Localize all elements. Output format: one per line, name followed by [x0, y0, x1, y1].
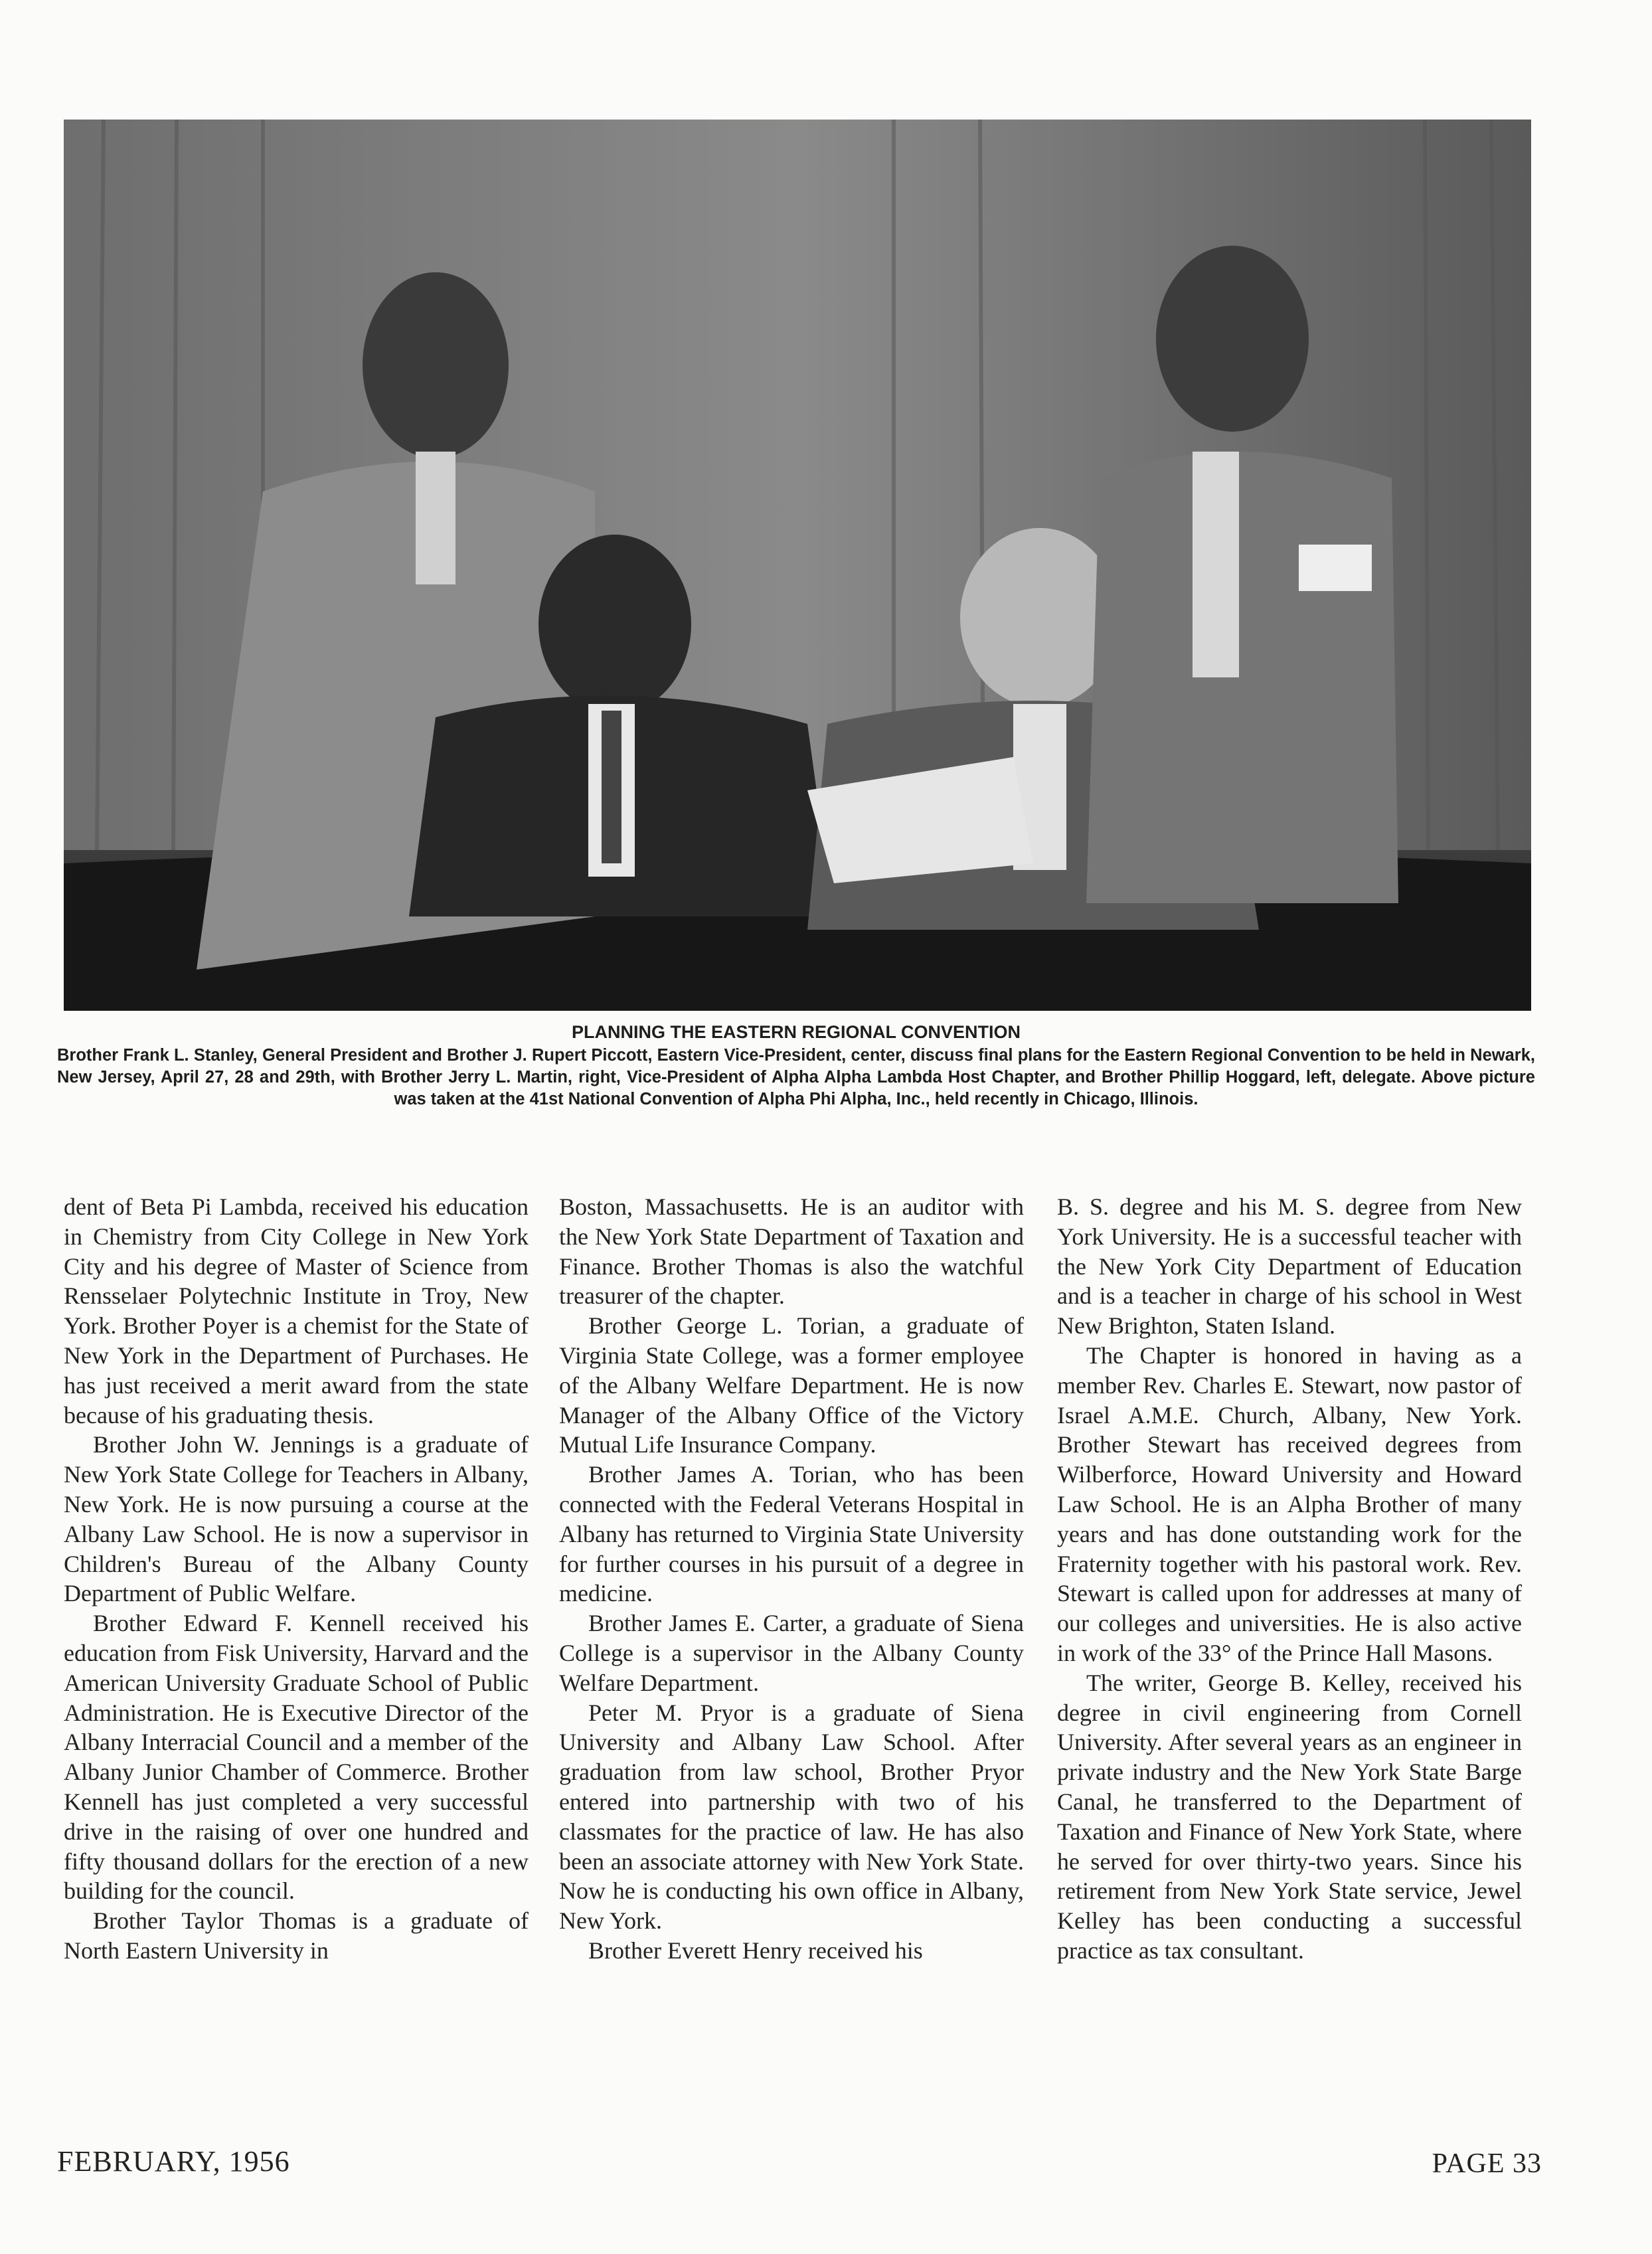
issue-date: FEBRUARY, 1956 [57, 2145, 290, 2178]
caption-title: PLANNING THE EASTERN REGIONAL CONVENTION [571, 1022, 1021, 1042]
article-column-1 [64, 1192, 529, 1966]
paragraph: Brother Taylor Thomas is a graduate of North Eastern University in [64, 1907, 529, 1964]
convention-photo [64, 120, 1531, 1011]
paragraph: Brother James A. Torian, who has been connected with the Federal Veterans Hospital in Albany has returned to Virginia State University for further courses in his pursuit of a degree in medicine. [559, 1461, 1024, 1607]
paragraph: Peter M. Pryor is a graduate of Siena University and Albany Law School. After graduation from law school, Brother Pryor entered into partnership with two of his classmates for the practice of law. He has also been an associate attorney with New York State. Now he is conducting his own office in Albany, New York. [559, 1699, 1024, 1935]
paragraph: The Chapter is honored in having as a member Rev. Charles E. Stewart, now pastor of Israel A.M.E. Church, Albany, New York. Brother Stewart has received degrees from Wilberforce, Howard University and Howard Law School. He is an Alpha Brother of many years and has done outstanding work for the Fraternity together with his pastoral work. Rev. Stewart is called upon for addresses at many of our colleges and universities. He is also active in work of the 33° of the Prince Hall Masons. [1057, 1342, 1522, 1666]
paragraph: The writer, George B. Kelley, received his degree in civil engineering from Cornell University. After several years as an engineer in private industry and the New York State Barge Canal, he transferred to the Department of Taxation and Finance of New York State, where he served for over thirty-two years. Since his retirement from New York State service, Jewel Kelley has been conducting a successful practice as tax consultant. [1057, 1669, 1522, 1964]
page-number: PAGE 33 [1432, 2148, 1542, 2179]
paragraph: Brother John W. Jennings is a graduate of New York State College for Teachers in Albany, New York. He is now pursuing a course at the Albany Law School. He is now a supervisor in Children's Bureau of the Albany County Department of Public Welfare. [64, 1431, 529, 1607]
paragraph: Brother George L. Torian, a graduate of Virginia State College, was a former employee of the Albany Welfare Department. He is now Manager of the Albany Office of the Victory Mutual Life Insurance Company. [559, 1312, 1024, 1458]
paragraph: B. S. degree and his M. S. degree from New York University. He is a successful teacher with the New York City Department of Education and is a teacher in charge of his school in West New Brighton, Staten Island. [1057, 1193, 1522, 1340]
caption-body: Brother Frank L. Stanley, General President and Brother J. Rupert Piccott, Eastern Vice-President, center, discuss final plans for the Eastern Regional Convention to be held in Newark, New Jersey, April 27, 28 and 29th, with Brother Jerry L. Martin, right, Vice-President of Alpha Alpha Lambda Host Chapter, and Brother Phillip Hoggard, left, delegate. Above picture was taken at the 41st National Convention of Alpha Phi Alpha, Inc., held recently in Chicago, Illinois. [57, 1046, 1535, 1108]
paragraph: dent of Beta Pi Lambda, received his education in Chemistry from City College in New York City and his degree of Master of Science from Rensselaer Polytechnic Institute in Troy, New York. Brother Poyer is a chemist for the State of New York in the Department of Purchases. He has just received a merit award from the state because of his graduating thesis. [64, 1193, 529, 1429]
paragraph: Brother Edward F. Kennell received his education from Fisk University, Harvard and the American University Graduate School of Public Administration. He is Executive Director of the Albany Interracial Council and a member of the Albany Junior Chamber of Commerce. Brother Kennell has just completed a very successful drive in the raising of over one hundred and fifty thousand dollars for the erection of a new building for the council. [64, 1610, 529, 1905]
paragraph: Boston, Massachusetts. He is an auditor with the New York State Department of Taxation and Finance. Brother Thomas is also the watchful treasurer of the chapter. [559, 1193, 1024, 1310]
paragraph: Brother Everett Henry received his [588, 1937, 923, 1964]
article-column-2 [559, 1192, 1024, 1966]
paragraph: Brother James E. Carter, a graduate of Siena College is a supervisor in the Albany County Welfare Department. [559, 1610, 1024, 1696]
article-column-3 [1057, 1192, 1522, 1966]
photo-caption [57, 1021, 1535, 1110]
photo-illustration [64, 120, 1531, 1011]
